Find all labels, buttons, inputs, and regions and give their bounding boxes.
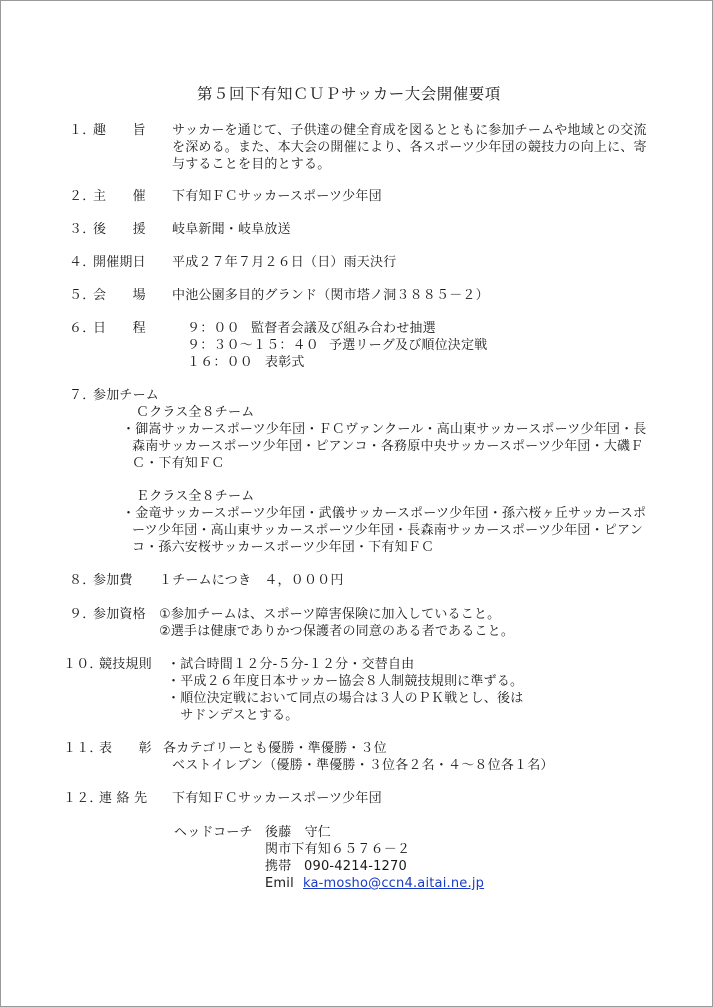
section-12-number: １２． — [63, 791, 103, 806]
section-1-line: 与することを目的とする。 — [172, 157, 331, 172]
schedule-desc: 予選リーグ及び順位決定戦 — [329, 338, 488, 353]
section-8-label: 参加費 — [93, 573, 133, 588]
section-5-value: 中池公園多目的グランド（関市塔ノ洞３８８５－２） — [172, 288, 489, 303]
contact-organization: 下有知ＦＣサッカースポーツ少年団 — [172, 791, 382, 806]
section-6-label: 日 程 — [93, 321, 146, 336]
section-2-value: 下有知ＦＣサッカースポーツ少年団 — [172, 189, 382, 204]
section-1-line: を深める。また、本大会の開催により、各スポーツ少年団の競技力の向上に、寄 — [172, 140, 647, 155]
class-e-team-line: ーツ少年団・高山東サッカースポーツ少年団・長森南サッカースポーツ少年団・ピアン — [132, 523, 643, 538]
section-5-number: ５． — [69, 288, 96, 303]
section-10-line: ・順位決定戦において同点の場合は３人のＰＫ戦とし、後は — [167, 691, 524, 706]
section-9-number: ９． — [69, 607, 96, 622]
section-9-label: 参加資格 — [93, 607, 146, 622]
section-5-label: 会 場 — [93, 288, 146, 303]
class-c-header: Ｃクラス全８チーム — [136, 405, 255, 420]
section-11-number: １１． — [63, 741, 103, 756]
section-2-label: 主 催 — [93, 189, 146, 204]
contact-name: 後藤 守仁 — [265, 825, 332, 840]
class-e-team-line: ・金竜サッカースポーツ少年団・武儀サッカースポーツ少年団・孫六桜ヶ丘サッカースポ — [122, 506, 647, 521]
class-e-header: Ｅクラス全８チーム — [136, 489, 255, 504]
section-1-line: サッカーを通じて、子供達の健全育成を図るとともに参加チームや地域との交流 — [172, 123, 647, 138]
section-4-value: 平成２７年７月２６日（日）雨天決行 — [172, 255, 397, 270]
section-10-line: サドンデスとする。 — [167, 708, 299, 723]
section-7-label: 参加チーム — [93, 388, 160, 403]
section-4-label: 開催期日 — [93, 255, 146, 270]
section-9-line: ①参加チームは、スポーツ障害保険に加入していること。 — [159, 607, 501, 622]
section-12-label: 連 絡 先 — [99, 791, 148, 806]
section-11-label: 表 彰 — [99, 741, 152, 756]
contact-email-link[interactable]: ka-mosho@ccn4.aitai.ne.jp — [303, 876, 485, 891]
contact-address: 関市下有知６５７６－２ — [265, 842, 411, 857]
class-e-team-line: コ・孫六安桜サッカースポーツ少年団・下有知ＦＣ — [132, 540, 435, 555]
contact-mobile: 090-4214-1270 — [304, 859, 407, 874]
section-6-number: ６． — [69, 321, 96, 336]
section-8-value: １チームにつき ４，０００円 — [159, 573, 344, 588]
section-3-number: ３． — [69, 222, 96, 237]
section-1-label: 趣 旨 — [93, 123, 146, 138]
section-3-label: 後 援 — [93, 222, 146, 237]
section-2-number: ２． — [69, 189, 96, 204]
schedule-time: ９：３０～１５：４０ — [187, 338, 320, 353]
document-title: 第５回下有知ＣＵＰサッカー大会開催要項 — [197, 85, 501, 103]
section-10-line: ・平成２６年度日本サッカー協会８人制競技規則に準ずる。 — [167, 674, 524, 689]
section-10-number: １０． — [63, 657, 103, 672]
section-3-value: 岐阜新聞・岐阜放送 — [172, 222, 291, 237]
contact-email-label: Emil — [265, 876, 294, 891]
class-c-team-line: 森南サッカースポーツ少年団・ピアンコ・各務原中央サッカースポーツ少年団・大磯Ｆ — [132, 439, 644, 454]
contact-role: ヘッドコーチ — [174, 825, 253, 840]
class-c-team-line: ・御嵩サッカースポーツ少年団・ＦＣヴァンクール・高山東サッカースポーツ少年団・長 — [122, 422, 647, 437]
section-9-line: ②選手は健康でありかつ保護者の同意のある者であること。 — [159, 624, 515, 639]
section-11-line: ベストイレブン（優勝・準優勝・３位各２名・４～８位各１名） — [172, 758, 554, 773]
section-1-number: １． — [69, 123, 96, 138]
schedule-desc: 監督者会議及び組み合わせ抽選 — [251, 321, 436, 336]
schedule-desc: 表彰式 — [265, 355, 305, 370]
section-8-number: ８． — [69, 573, 96, 588]
section-11-line: 各カテゴリーとも優勝・準優勝・３位 — [163, 741, 387, 756]
schedule-time: １６：００ — [187, 355, 254, 370]
contact-mobile-label: 携帯 — [265, 859, 292, 874]
class-c-team-line: Ｃ・下有知ＦＣ — [132, 456, 225, 471]
section-10-line: ・試合時間１２分-５分-１２分・交替自由 — [167, 657, 415, 672]
section-10-label: 競技規則 — [99, 657, 152, 672]
section-7-number: ７． — [69, 388, 96, 403]
section-4-number: ４． — [69, 255, 96, 270]
schedule-time: ９：００ — [187, 321, 240, 336]
